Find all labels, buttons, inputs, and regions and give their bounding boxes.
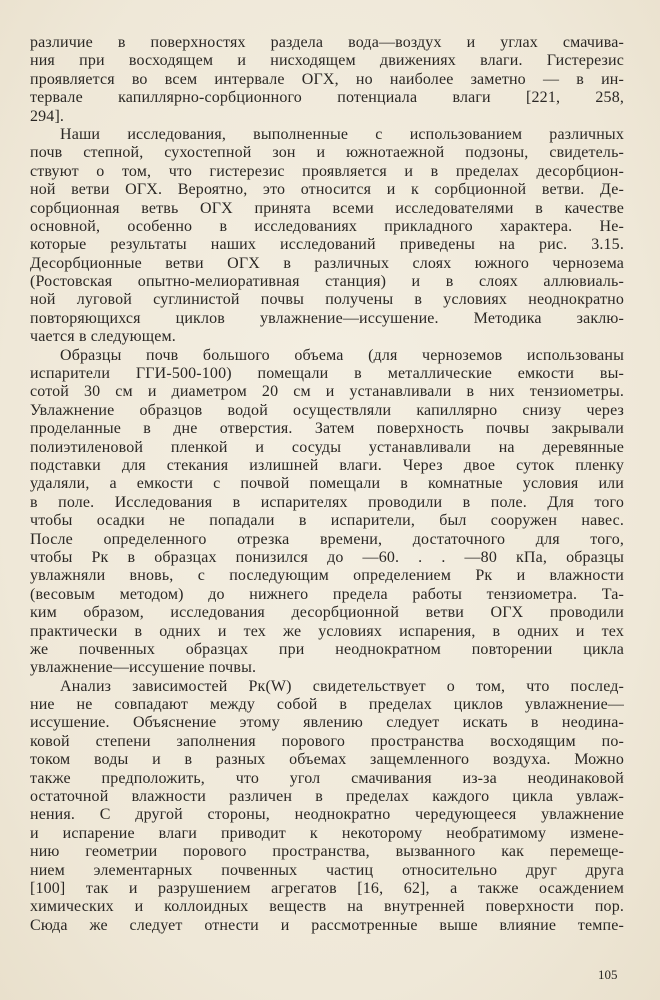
text-line: чается в следующем. [30,328,176,346]
text-line: сорбционная ветвь ОГХ принята всеми исследователями в качестве [30,199,624,217]
text-line: нием элементарных почвенных частиц относительно друг друга [30,861,624,879]
text-line: нения. С другой стороны, неоднократно чередующееся увлажнение [30,806,624,824]
text-line: иссушение. Объяснение этому явлению следует искать в неодина- [30,714,624,732]
text-line: После определенного отрезка времени, достаточного для того, [30,530,624,548]
text-line: остаточной влажности различен в пределах каждого цикла увлаж- [30,788,624,806]
text-line: Образцы почв большого объема (для черноземов использованы [60,346,624,364]
text-line: Десорбционные ветви ОГХ в различных слоях южного чернозема [30,254,624,272]
text-line: подставки для стекания излишней влаги. Через двое суток пленку [30,456,624,474]
text-line: 294]. [30,107,65,125]
text-line: нию геометрии порового пространства, вызванного как перемеще- [30,843,624,861]
text-line: ной луговой суглинистой почвы получены в условиях неоднократно [30,291,624,309]
page-number: 105 [598,967,618,982]
text-line: Увлажнение образцов водой осуществляли капиллярно снизу через [30,401,624,419]
text-line: основной, особенно в исследованиях прикладного характера. Не- [30,217,624,235]
text-line: тервале капиллярно-сорбционного потенциала влаги [221, 258, [30,89,624,107]
text-line: сотой 30 см и диаметром 20 см и устанавливали в них тензиометры. [30,383,624,401]
text-line: которые результаты наших исследований приведены на рис. 3.15. [30,236,624,254]
text-line: увлажняли вновь, с последующим определением Pк и влажности [30,567,624,585]
text-line: Наши исследования, выполненные с использованием различных [60,125,624,143]
text-line: Анализ зависимостей Pк(W) свидетельствует о том, что послед- [60,677,624,695]
text-line: проделанные в дне отверстия. Затем поверхность почвы закрывали [30,420,624,438]
text-line: удаляли, а емкости с почвой помещали в комнатные условия или [30,475,624,493]
text-line: химических и коллоидных веществ на внутренней поверхности пор. [30,898,624,916]
text-line: ние не совпадают между собой в пределах циклов увлажнение— [30,696,624,714]
text-line: ной ветви ОГХ. Вероятно, это относится и к сорбционной ветви. Де- [30,181,624,199]
text-line: чтобы Pк в образцах понизился до —60. . . —80 кПа, образцы [30,548,624,566]
text-line: практически в одних и тех же условиях испарения, в одних и тех [30,622,624,640]
text-line: ствуют о том, что гистерезис проявляется и в пределах десорбцион- [30,162,624,180]
text-line: (Ростовская опытно-мелиоративная станция) и в слоях аллювиаль- [30,273,624,291]
text-line: также предположить, что угол смачивания из-за неодинаковой [30,769,624,787]
text-line: увлажнение—иссушение почвы. [30,659,257,677]
text-line: током воды и в разных объемах защемленного воздуха. Можно [30,751,624,769]
text-line: повторяющихся циклов увлажнение—иссушение. Методика заклю- [30,309,624,327]
text-line: различие в поверхностях раздела вода—воздух и углах смачива- [30,34,624,51]
text-line: же почвенных образцах при неоднократном повторении цикла [30,640,624,658]
body-text [30,34,624,935]
text-line: ния при восходящем и нисходящем движениях влаги. Гистерезис [30,52,624,70]
text-line: полиэтиленовой пленкой и сосуды устанавливали на деревянные [30,438,624,456]
text-line: проявляется во всем интервале ОГХ, но наиболее заметно — в ин- [30,70,624,88]
text-line: [100] так и разрушением агрегатов [16, 62], а также осаждением [30,879,624,897]
text-line: ким образом, исследования десорбционной ветви ОГХ проводили [30,604,624,622]
text-line: испарители ГГИ-500-100) помещали в металлические емкости вы- [30,365,624,383]
text-line: ковой степени заполнения порового пространства восходящим по- [30,732,624,750]
text-line: чтобы осадки не попадали в испарители, был сооружен навес. [30,512,624,530]
text-line: Сюда же следует отнести и рассмотренные выше влияние темпе- [30,916,624,934]
text-line: (весовым методом) до нижнего предела работы тензиометра. Та- [30,585,624,603]
text-line: в поле. Исследования в испарителях проводили в поле. Для того [30,493,624,511]
text-line: и испарение влаги приводит к некоторому необратимому измене- [30,824,624,842]
text-line: почв степной, сухостепной зон и южнотаежной подзоны, свидетель- [30,144,624,162]
